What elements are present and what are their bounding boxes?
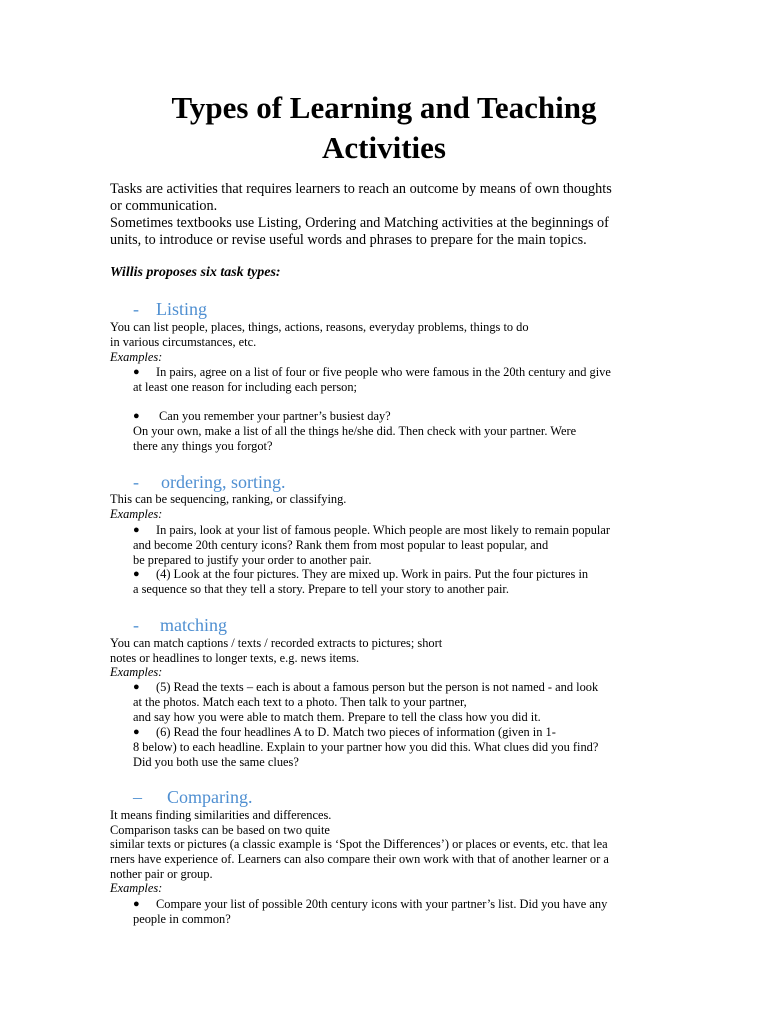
- bullet-icon: ●: [133, 898, 140, 910]
- list-item-text: Did you both use the same clues?: [133, 755, 299, 769]
- section-description: nother pair or group.: [110, 867, 213, 881]
- heading-dash: -: [133, 299, 139, 319]
- examples-label: Examples:: [110, 350, 163, 364]
- intro-line: Tasks are activities that requires learners to reach an outcome by means of own thoughts: [110, 181, 612, 197]
- list-item-text: (5) Read the texts – each is about a famous person but the person is not named - and look: [156, 680, 599, 694]
- title-line-2: Activities: [322, 130, 446, 165]
- intro-line: Sometimes textbooks use Listing, Ordering and Matching activities at the beginnings of: [110, 215, 609, 231]
- bullet-icon: ●: [133, 568, 140, 580]
- title-line-1: Types of Learning and Teaching: [171, 90, 597, 125]
- section-description: You can match captions / texts / recorded extracts to pictures; short: [110, 636, 443, 650]
- heading-label: Comparing.: [167, 787, 253, 807]
- list-item-text: people in common?: [133, 912, 231, 926]
- bullet-icon: ●: [133, 366, 140, 378]
- examples-label: Examples:: [110, 507, 163, 521]
- intro-paragraph: [110, 181, 710, 249]
- section-description: rners have experience of. Learners can also compare their own work with that of another learner or a: [110, 852, 609, 866]
- list-item-text: and say how you were able to match them. Prepare to tell the class how you did it.: [133, 710, 541, 724]
- heading-label: ordering, sorting.: [161, 472, 286, 492]
- section-description: Comparison tasks can be based on two quite: [110, 823, 330, 837]
- heading-dash: -: [133, 615, 139, 635]
- bullet-icon: ●: [133, 524, 140, 536]
- list-item-text: at least one reason for including each person;: [133, 380, 357, 394]
- list-item-text: be prepared to justify your order to another pair.: [133, 553, 372, 567]
- section-description: You can list people, places, things, actions, reasons, everyday problems, things to do: [110, 320, 529, 334]
- bullet-icon: ●: [133, 410, 140, 422]
- list-item-text: Can you remember your partner’s busiest day?: [159, 409, 391, 423]
- bullet-icon: ●: [133, 681, 140, 693]
- examples-label: Examples:: [110, 665, 163, 679]
- heading-label: matching: [160, 615, 227, 635]
- list-item-text: On your own, make a list of all the things he/she did. Then check with your partner. Were: [133, 424, 577, 438]
- section-heading-listing: [133, 298, 207, 320]
- section-description: notes or headlines to longer texts, e.g. news items.: [110, 651, 360, 665]
- list-item-text: (6) Read the four headlines A to D. Match two pieces of information (given in 1-: [156, 725, 556, 739]
- section-heading-ordering: [133, 471, 285, 493]
- section-description: similar texts or pictures (a classic example is ‘Spot the Differences’) or places or events, etc. that lea: [110, 837, 608, 851]
- list-item-text: (4) Look at the four pictures. They are mixed up. Work in pairs. Put the four pictures in: [156, 567, 589, 581]
- list-item-text: and become 20th century icons? Rank them from most popular to least popular, and: [133, 538, 549, 552]
- examples-label: Examples:: [110, 881, 163, 895]
- section-description: It means finding similarities and differences.: [110, 808, 332, 822]
- list-item-text: Compare your list of possible 20th century icons with your partner’s list. Did you have any: [156, 897, 608, 911]
- heading-label: Listing: [156, 299, 208, 319]
- list-item-text: In pairs, look at your list of famous people. Which people are most likely to remain popular: [156, 523, 610, 537]
- heading-dash: -: [133, 472, 139, 492]
- willis-heading: Willis proposes six task types:: [110, 265, 281, 280]
- section-heading-matching: [133, 614, 227, 636]
- heading-dash: –: [133, 787, 142, 807]
- intro-line: units, to introduce or revise useful words and phrases to prepare for the main topics.: [110, 232, 587, 248]
- list-item-text: there any things you forgot?: [133, 439, 273, 453]
- list-item-text: a sequence so that they tell a story. Prepare to tell your story to another pair.: [133, 582, 509, 596]
- list-item-text: at the photos. Match each text to a photo. Then talk to your partner,: [133, 695, 467, 709]
- section-description: This can be sequencing, ranking, or classifying.: [110, 492, 347, 506]
- document-title: [0, 88, 768, 168]
- list-item-text: 8 below) to each headline. Explain to your partner how you did this. What clues did you find?: [133, 740, 599, 754]
- section-heading-comparing: [133, 786, 253, 808]
- list-item-text: In pairs, agree on a list of four or five people who were famous in the 20th century and give: [156, 365, 611, 379]
- intro-line: or communication.: [110, 198, 218, 214]
- section-description: in various circumstances, etc.: [110, 335, 257, 349]
- bullet-icon: ●: [133, 726, 140, 738]
